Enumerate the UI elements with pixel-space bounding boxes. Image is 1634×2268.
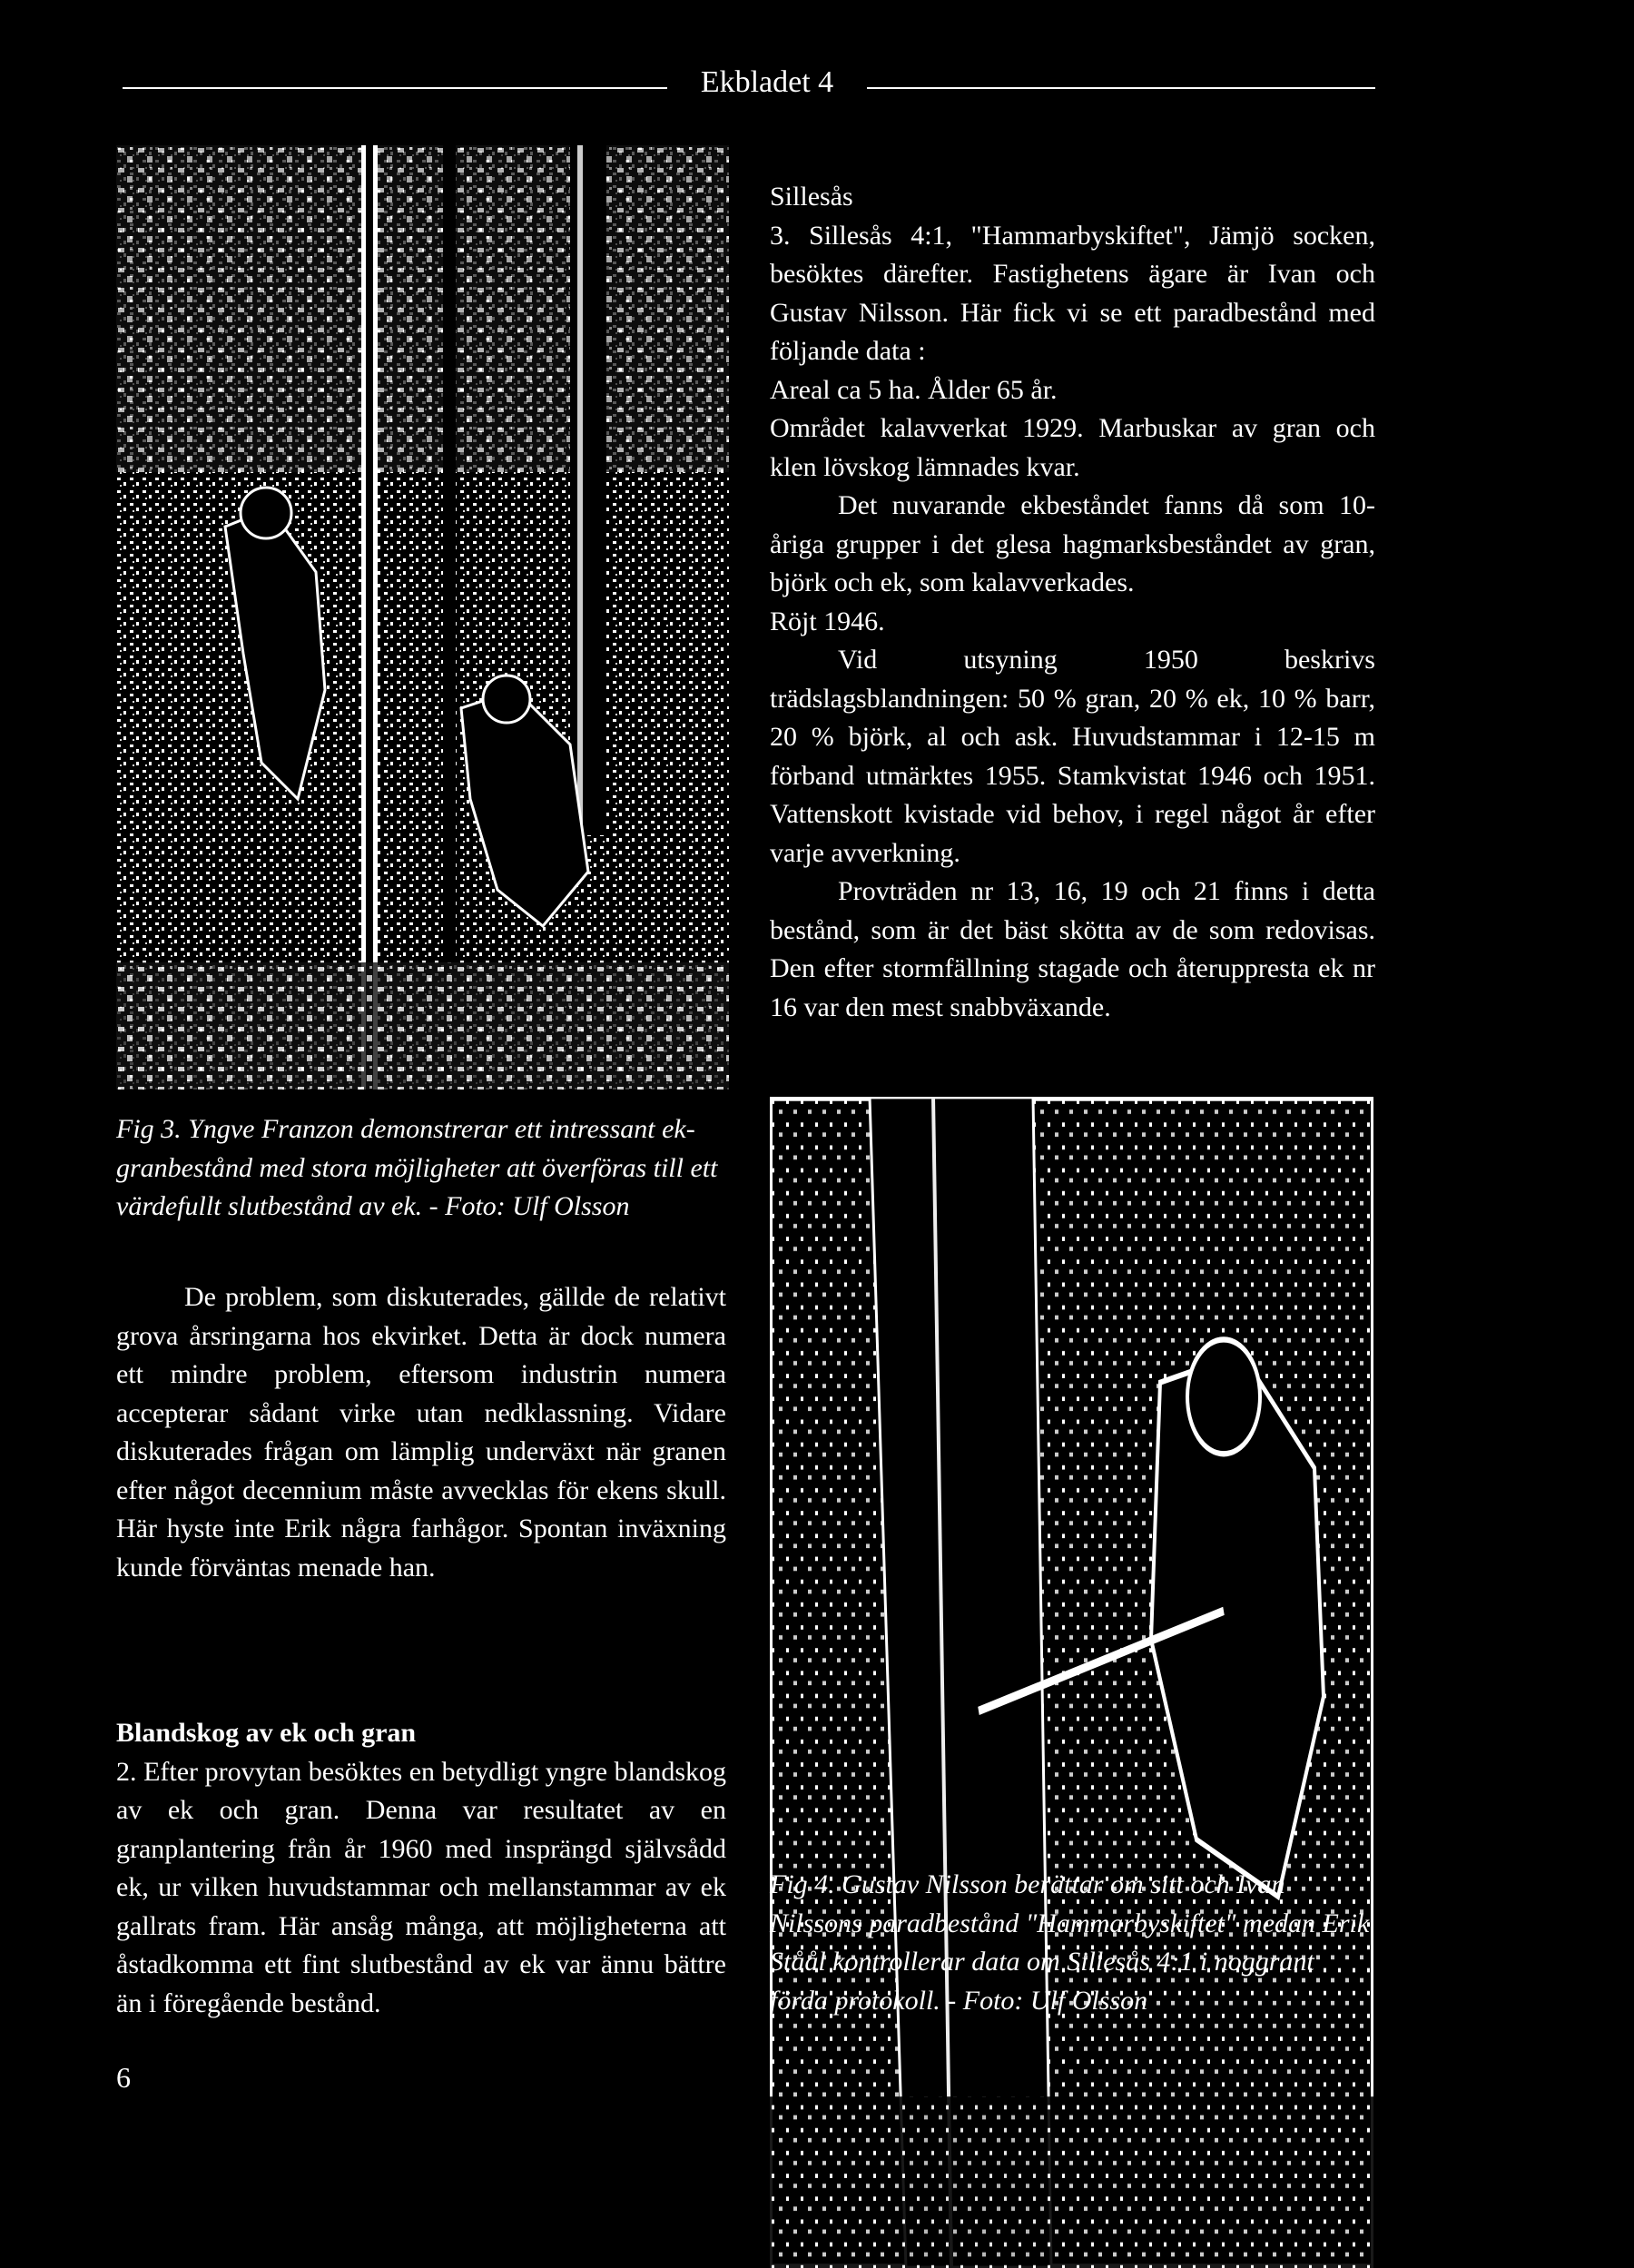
paragraph: Röjt 1946. <box>770 606 885 636</box>
page-number: 6 <box>116 2061 131 2094</box>
paragraph: 2. Efter provytan besöktes en betydligt yngre blandskog av ek och gran. Denna var resultatet av en granplantering från år 1960 med insprängd självsådd ek, ur vilken huvudstammar och mellanstammar av ek gallrats fram. Här ansåg många, att möjligheterna att åstadkomma ett fint slutbestånd av ek var ännu bättre än i föregående bestånd. <box>116 1756 726 2018</box>
tree-measuring-photo-fig4 <box>770 1097 1373 2268</box>
section-heading-blandskog: Blandskog av ek och gran <box>116 1718 417 1748</box>
forest-photo-fig3 <box>116 145 729 1090</box>
blandskog-section <box>116 1714 726 2023</box>
sillesas-section <box>770 178 1375 1027</box>
figure3-caption <box>116 1110 726 1227</box>
section-heading-sillesas: Sillesås <box>770 182 853 212</box>
paragraph: Det nuvarande ekbeståndet fanns då som 10-åriga grupper i det glesa hagmarksbeståndet av gran, björk och ek, som kalavverkades. <box>770 490 1375 597</box>
header-rule-right <box>867 87 1375 89</box>
paragraph: Vid utsyning 1950 beskrivs trädslagsblandningen: 50 % gran, 20 % ek, 10 % barr, 20 % björk, al och ask. Huvudstammar i 12-15 m förband utmärktes 1955. Stamkvistat 1946 och 1951. Vattenskott kvistade vid behov, i regel något år efter varje avverkning. <box>770 645 1375 868</box>
header-rule-left <box>123 87 667 89</box>
paragraph: Areal ca 5 ha. Ålder 65 år. <box>770 374 1058 405</box>
caption-text: Fig 3. Yngve Franzon demonstrerar ett intressant ek-granbestånd med stora möjligheter att överföras till ett värdefullt slutbestånd av ek. - Foto: Ulf Olsson <box>116 1114 718 1221</box>
paragraph: De problem, som diskuterades, gällde de relativt grova årsringarna hos ekvirket. Detta är dock numera ett mindre problem, eftersom industrin numera accepterar sådant virke utan nedklassning. Vidare diskuterades frågan om lämplig underväxt när granen efter något decennium måste avvecklas för ekens skull. Här hyste inte Erik några farhågor. Spontan inväxning kunde förväntas menade han. <box>116 1282 726 1583</box>
paragraph: 3. Sillesås 4:1, "Hammarbyskiftet", Jämjö socken, besöktes därefter. Fastighetens ägare är Ivan och Gustav Nilsson. Här fick vi se ett paradbestånd med följande data : <box>770 220 1375 366</box>
paragraph: Området kalavverkat 1929. Marbuskar av gran och klen lövskog lämnades kvar. <box>770 413 1375 482</box>
discussion-section <box>116 1278 726 1587</box>
caption-text: Fig 4. Gustav Nilsson berättar om sitt och Ivan Nilssons paradbestånd "Hammarbyskiftet" medan Erik Ståål kontrollerar data om Sillesås 4:1 i noggrant förda protokoll. - Foto: Ulf Olsson <box>770 1869 1370 2016</box>
paragraph: Provträden nr 13, 16, 19 och 21 finns i detta bestånd, som är det bäst skötta av de som redovisas. Den efter stormfällning stagade och återuppresta ek nr 16 var den mest snabbväxande. <box>770 876 1375 1022</box>
figure4-caption <box>770 1866 1375 2020</box>
running-header: Ekbladet 4 <box>700 65 834 99</box>
